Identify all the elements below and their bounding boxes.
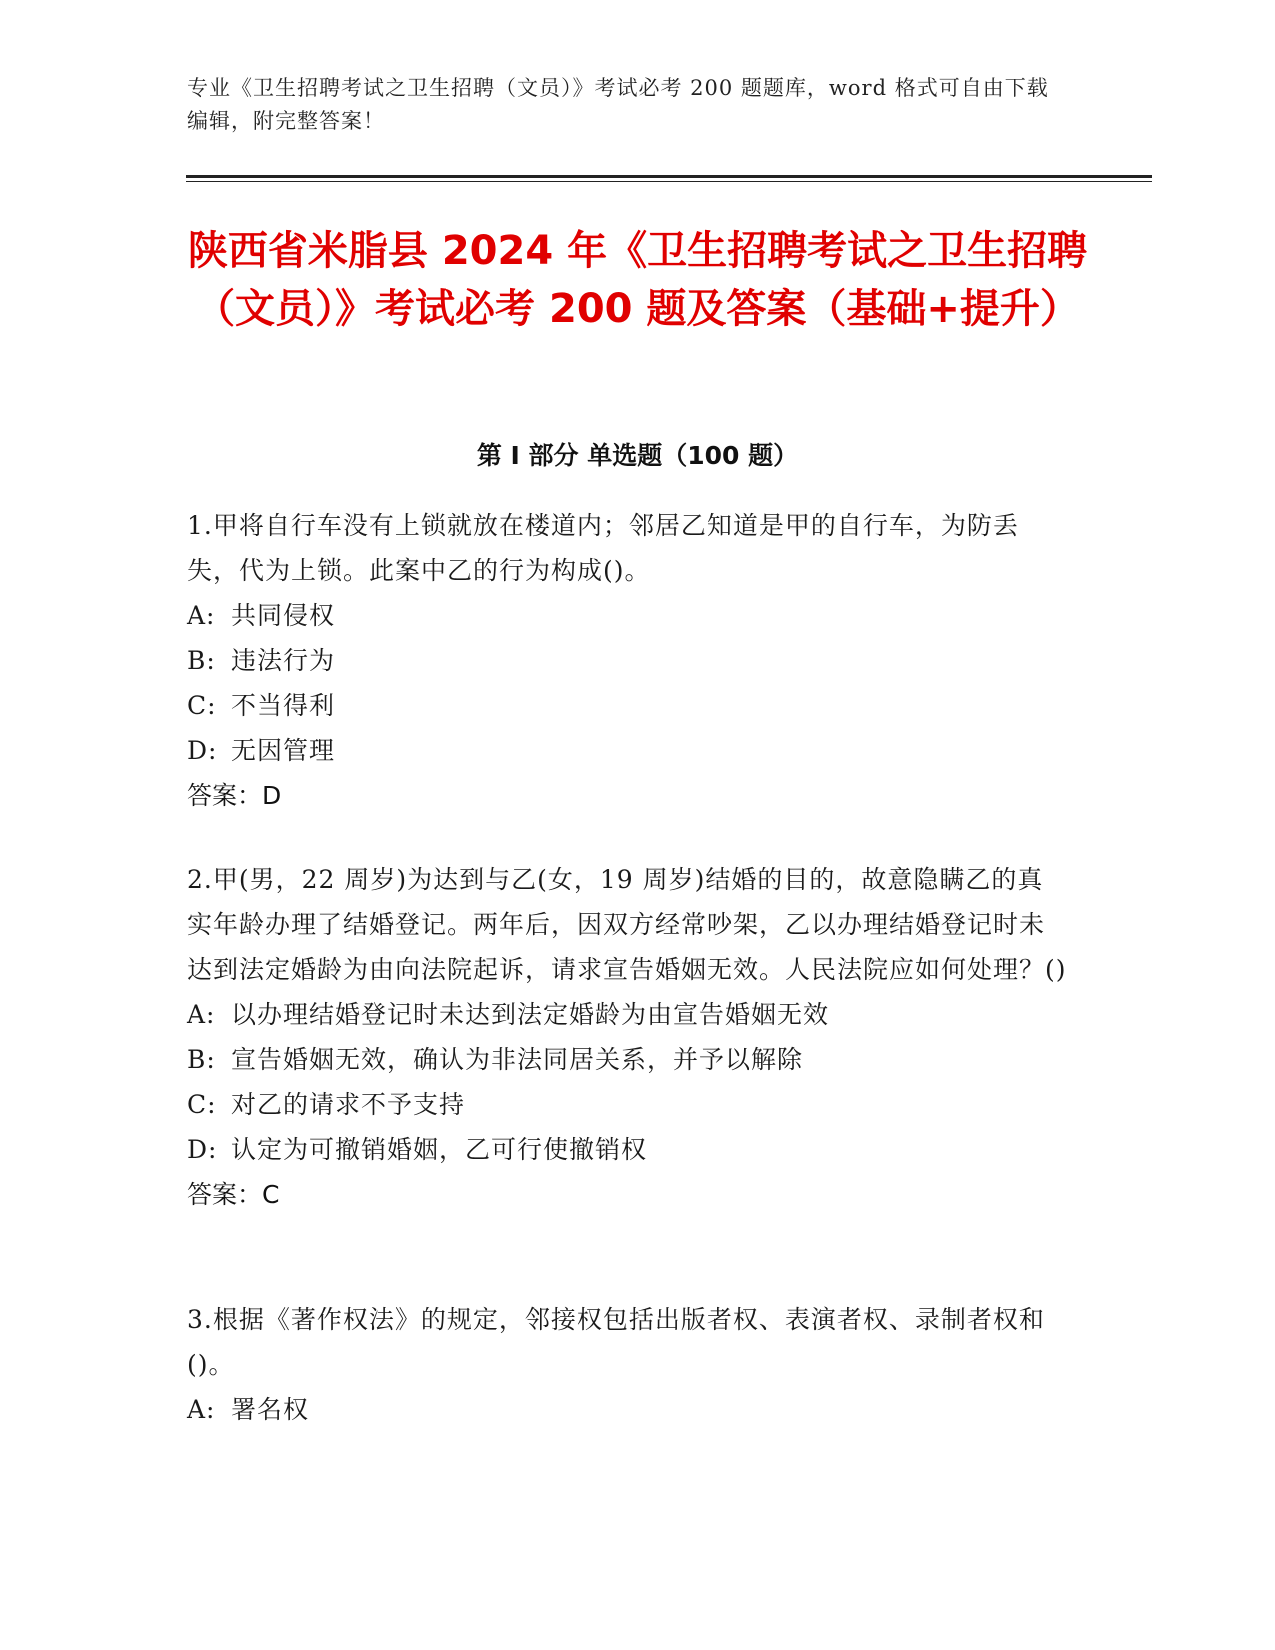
- option-d: [187, 728, 1067, 773]
- option-c: [187, 1082, 1067, 1127]
- option-key: C:: [187, 691, 217, 720]
- header-divider-thin: [186, 181, 1152, 182]
- answer-line: 答案：D: [187, 781, 282, 810]
- option-text: 认定为可撤销婚姻，乙可行使撤销权: [231, 1135, 648, 1164]
- option-key: C:: [187, 1090, 217, 1119]
- option-text: 共同侵权: [231, 601, 336, 630]
- option-text: 署名权: [231, 1395, 310, 1424]
- answer-line: 答案：C: [187, 1180, 280, 1209]
- option-key: A:: [187, 1395, 216, 1424]
- option-b: [187, 1037, 1067, 1082]
- option-key: D:: [187, 736, 218, 765]
- section-heading: 第 I 部分 单选题（100 题）: [476, 441, 799, 470]
- option-text: 违法行为: [231, 646, 336, 675]
- option-key: A:: [187, 601, 216, 630]
- option-key: B:: [187, 646, 216, 675]
- option-key: B:: [187, 1045, 216, 1074]
- header-note: 专业《卫生招聘考试之卫生招聘（文员）》考试必考 200 题题库，word 格式可自由下载编辑，附完整答案！: [187, 76, 1049, 133]
- option-text: 宣告婚姻无效，确认为非法同居关系，并予以解除: [231, 1045, 804, 1074]
- option-key: D:: [187, 1135, 218, 1164]
- header-divider-thick: [186, 175, 1152, 178]
- question-2: [187, 857, 1067, 1217]
- question-stem: 2.甲(男，22 周岁)为达到与乙(女，19 周岁)结婚的目的，故意隐瞒乙的真实年龄办理了结婚登记。两年后，因双方经常吵架，乙以办理结婚登记时未达到法定婚龄为由向法院起诉，请求宣告婚姻无效。人民法院应如何处理？(): [187, 865, 1067, 984]
- option-text: 不当得利: [231, 691, 336, 720]
- option-text: 无因管理: [231, 736, 336, 765]
- option-text: 以办理结婚登记时未达到法定婚龄为由宣告婚姻无效: [231, 1000, 830, 1029]
- option-a: [187, 1387, 1067, 1432]
- question-1: [187, 503, 1067, 818]
- question-stem: 1.甲将自行车没有上锁就放在楼道内；邻居乙知道是甲的自行车，为防丢失，代为上锁。此案中乙的行为构成()。: [187, 511, 1019, 585]
- option-c: [187, 683, 1067, 728]
- option-a: [187, 593, 1067, 638]
- option-key: A:: [187, 1000, 216, 1029]
- question-stem: 3.根据《著作权法》的规定，邻接权包括出版者权、表演者权、录制者权和()。: [187, 1305, 1045, 1379]
- option-b: [187, 638, 1067, 683]
- option-a: [187, 992, 1067, 1037]
- document-title: 陕西省米脂县 2024 年《卫生招聘考试之卫生招聘（文员）》考试必考 200 题及答案（基础+提升）: [187, 228, 1088, 332]
- question-3: [187, 1297, 1067, 1432]
- option-d: [187, 1127, 1067, 1172]
- option-text: 对乙的请求不予支持: [231, 1090, 466, 1119]
